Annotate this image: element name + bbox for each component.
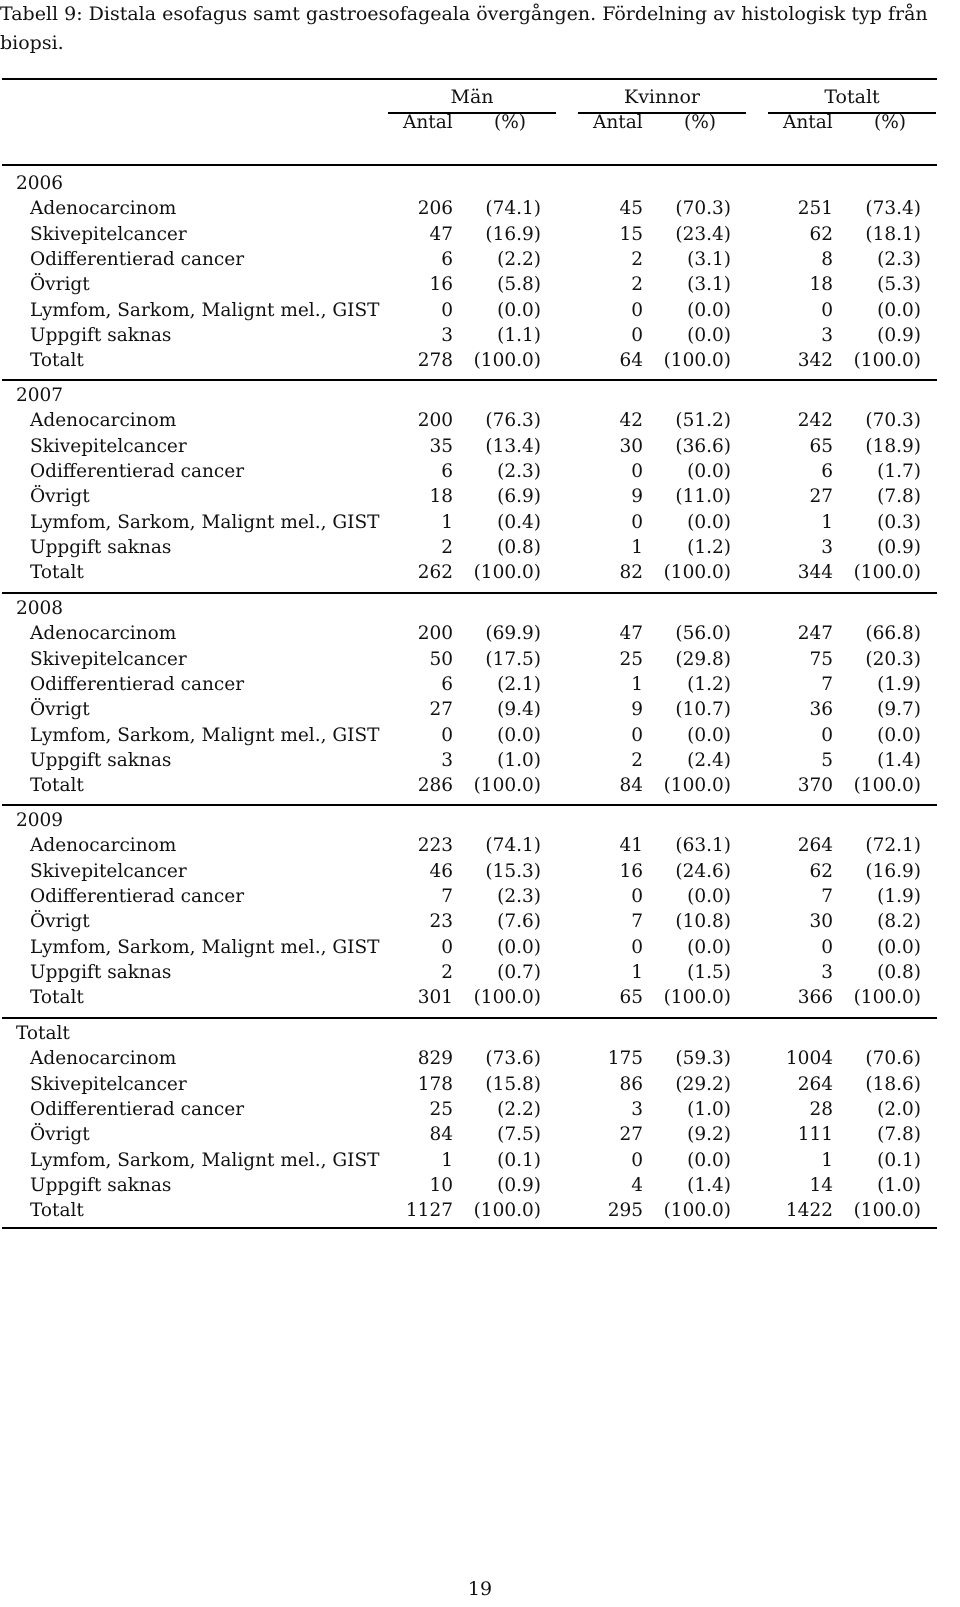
cell-women-pct: (63.1): [675, 835, 731, 857]
cell-women-pct: (1.2): [687, 536, 731, 558]
section-separator: [2, 592, 937, 594]
cell-total-pct: (0.9): [877, 324, 921, 346]
cell-women-count: 0: [631, 299, 643, 321]
cell-women-count: 41: [619, 835, 643, 857]
cell-women-pct: (1.4): [687, 1174, 731, 1196]
cell-total-pct: (66.8): [865, 623, 921, 645]
cell-total-pct: (0.3): [877, 511, 921, 533]
cell-total-count: 7: [821, 885, 833, 907]
cell-women-count: 1: [631, 961, 643, 983]
cell-total-count: 28: [809, 1098, 833, 1120]
cell-men-pct: (5.8): [497, 274, 541, 296]
row-label: Odifferentierad cancer: [30, 460, 245, 482]
cell-women-count: 42: [619, 410, 643, 432]
cell-men-pct: (15.8): [485, 1073, 541, 1095]
table-caption: Tabell 9: Distala esofagus samt gastroesofageala övergången. Fördelning av histologisk typ från biopsi.: [0, 3, 928, 54]
cell-men-count: 46: [429, 860, 453, 882]
cell-men-count: 278: [417, 350, 453, 372]
cell-men-pct: (100.0): [473, 987, 541, 1009]
cell-total-pct: (70.6): [865, 1048, 921, 1070]
cell-total-count: 1422: [785, 1200, 833, 1222]
cell-women-pct: (29.8): [675, 648, 731, 670]
cell-men-count: 6: [441, 248, 453, 270]
cell-women-count: 0: [631, 1149, 643, 1171]
cell-total-count: 344: [797, 562, 833, 584]
cell-total-count: 3: [821, 961, 833, 983]
cell-men-count: 301: [417, 987, 453, 1009]
cell-men-pct: (2.2): [497, 1098, 541, 1120]
cell-men-pct: (9.4): [497, 699, 541, 721]
cell-total-pct: (18.6): [865, 1073, 921, 1095]
row-label: Odifferentierad cancer: [30, 248, 245, 270]
cell-women-pct: (0.0): [687, 885, 731, 907]
row-label: Totalt: [30, 775, 84, 797]
section-title: 2008: [16, 598, 64, 619]
row-label: Adenocarcinom: [30, 623, 177, 645]
cell-total-pct: (100.0): [853, 562, 921, 584]
cell-total-pct: (72.1): [865, 835, 921, 857]
cell-women-pct: (36.6): [675, 435, 731, 457]
section-separator: [2, 379, 937, 381]
cell-total-pct: (0.0): [877, 936, 921, 958]
cell-women-count: 82: [619, 562, 643, 584]
cell-men-count: 223: [417, 835, 453, 857]
cell-total-count: 264: [797, 835, 833, 857]
cell-total-pct: (2.3): [877, 248, 921, 270]
row-label: Totalt: [30, 562, 84, 584]
cell-men-pct: (1.1): [497, 324, 541, 346]
cell-women-pct: (70.3): [675, 198, 731, 220]
cell-total-pct: (9.7): [877, 699, 921, 721]
row-label: Skivepitelcancer: [30, 648, 187, 670]
cell-total-count: 62: [809, 223, 833, 245]
cell-men-count: 0: [441, 724, 453, 746]
cell-women-count: 25: [619, 648, 643, 670]
cell-men-pct: (76.3): [485, 410, 541, 432]
cell-men-count: 1127: [405, 1200, 453, 1222]
cell-total-count: 0: [821, 724, 833, 746]
row-label: Skivepitelcancer: [30, 860, 187, 882]
cell-women-count: 15: [619, 223, 643, 245]
group-header-men: Män: [450, 86, 494, 108]
cell-women-pct: (0.0): [687, 324, 731, 346]
cell-women-pct: (0.0): [687, 724, 731, 746]
cell-women-count: 84: [619, 775, 643, 797]
page-number: 19: [467, 1578, 493, 1600]
cell-men-pct: (0.9): [497, 1174, 541, 1196]
row-label: Lymfom, Sarkom, Malignt mel., GIST: [30, 1149, 380, 1171]
cell-men-pct: (0.7): [497, 961, 541, 983]
cell-total-pct: (7.8): [877, 486, 921, 508]
cell-men-count: 286: [417, 775, 453, 797]
cell-women-pct: (1.5): [687, 961, 731, 983]
row-label: Odifferentierad cancer: [30, 885, 245, 907]
cell-total-count: 3: [821, 536, 833, 558]
cell-women-count: 9: [631, 486, 643, 508]
row-label: Lymfom, Sarkom, Malignt mel., GIST: [30, 511, 380, 533]
cell-women-count: 27: [619, 1124, 643, 1146]
row-label: Totalt: [30, 1200, 84, 1222]
cell-women-count: 30: [619, 435, 643, 457]
cell-women-count: 9: [631, 699, 643, 721]
cell-total-count: 6: [821, 460, 833, 482]
cell-total-count: 264: [797, 1073, 833, 1095]
cell-total-pct: (0.0): [877, 724, 921, 746]
cell-total-pct: (1.9): [877, 885, 921, 907]
cell-men-pct: (100.0): [473, 1200, 541, 1222]
row-label: Uppgift saknas: [30, 536, 172, 558]
cell-women-count: 45: [619, 198, 643, 220]
cell-men-pct: (7.6): [497, 911, 541, 933]
cell-women-count: 2: [631, 749, 643, 771]
cell-men-pct: (100.0): [473, 775, 541, 797]
cell-men-count: 18: [429, 486, 453, 508]
cell-women-pct: (56.0): [675, 623, 731, 645]
cell-women-count: 47: [619, 623, 643, 645]
cell-women-count: 65: [619, 987, 643, 1009]
cell-men-count: 2: [441, 536, 453, 558]
cell-men-pct: (0.0): [497, 724, 541, 746]
cell-men-pct: (16.9): [485, 223, 541, 245]
cell-men-pct: (1.0): [497, 749, 541, 771]
cell-women-count: 2: [631, 274, 643, 296]
cell-women-pct: (0.0): [687, 299, 731, 321]
row-label: Skivepitelcancer: [30, 1073, 187, 1095]
cell-men-count: 23: [429, 911, 453, 933]
cell-women-pct: (29.2): [675, 1073, 731, 1095]
subheader-women-count: Antal: [593, 112, 643, 133]
cell-men-count: 200: [417, 410, 453, 432]
cell-women-count: 0: [631, 511, 643, 533]
cell-women-count: 175: [607, 1048, 643, 1070]
cell-total-pct: (0.9): [877, 536, 921, 558]
row-label: Odifferentierad cancer: [30, 1098, 245, 1120]
cell-men-pct: (2.3): [497, 885, 541, 907]
section-separator: [2, 804, 937, 806]
cell-men-count: 3: [441, 324, 453, 346]
cell-women-pct: (100.0): [663, 562, 731, 584]
cell-women-pct: (1.2): [687, 673, 731, 695]
cell-total-pct: (16.9): [865, 860, 921, 882]
subheader-total-count: Antal: [783, 112, 833, 133]
cell-men-pct: (0.0): [497, 299, 541, 321]
cell-women-count: 0: [631, 724, 643, 746]
cell-total-count: 1: [821, 511, 833, 533]
cell-women-count: 2: [631, 248, 643, 270]
cell-total-count: 5: [821, 749, 833, 771]
cell-women-count: 64: [619, 350, 643, 372]
row-label: Skivepitelcancer: [30, 223, 187, 245]
cell-total-count: 242: [797, 410, 833, 432]
cell-total-pct: (0.8): [877, 961, 921, 983]
cell-women-pct: (0.0): [687, 1149, 731, 1171]
cell-men-pct: (100.0): [473, 350, 541, 372]
cell-total-count: 8: [821, 248, 833, 270]
subheader-men-count: Antal: [403, 112, 453, 133]
cell-men-count: 27: [429, 699, 453, 721]
cell-total-pct: (1.4): [877, 749, 921, 771]
cell-total-count: 251: [797, 198, 833, 220]
section-title: 2006: [16, 173, 64, 194]
cell-men-count: 10: [429, 1174, 453, 1196]
cell-men-pct: (74.1): [485, 198, 541, 220]
cell-total-count: 370: [797, 775, 833, 797]
row-label: Uppgift saknas: [30, 324, 172, 346]
cell-women-pct: (3.1): [687, 274, 731, 296]
cell-total-count: 0: [821, 299, 833, 321]
cell-women-pct: (0.0): [687, 936, 731, 958]
cell-women-count: 3: [631, 1098, 643, 1120]
cell-women-pct: (100.0): [663, 987, 731, 1009]
cell-total-count: 36: [809, 699, 833, 721]
row-label: Uppgift saknas: [30, 749, 172, 771]
cell-total-count: 111: [797, 1124, 833, 1146]
section-title: Totalt: [16, 1023, 70, 1044]
cell-men-count: 3: [441, 749, 453, 771]
cell-men-count: 178: [417, 1073, 453, 1095]
cell-total-pct: (100.0): [853, 350, 921, 372]
cell-men-count: 206: [417, 198, 453, 220]
cell-men-pct: (69.9): [485, 623, 541, 645]
cell-total-pct: (1.0): [877, 1174, 921, 1196]
row-label: Övrigt: [30, 699, 90, 721]
row-label: Lymfom, Sarkom, Malignt mel., GIST: [30, 936, 380, 958]
cell-men-pct: (6.9): [497, 486, 541, 508]
row-label: Uppgift saknas: [30, 1174, 172, 1196]
cell-men-pct: (2.2): [497, 248, 541, 270]
cell-women-count: 16: [619, 860, 643, 882]
cell-total-count: 3: [821, 324, 833, 346]
row-label: Övrigt: [30, 486, 90, 508]
cell-men-pct: (0.1): [497, 1149, 541, 1171]
top-rule: [2, 78, 937, 80]
cell-total-count: 27: [809, 486, 833, 508]
cell-total-pct: (18.1): [865, 223, 921, 245]
group-header-women: Kvinnor: [624, 86, 700, 108]
subheader-total-pct: (%): [874, 112, 907, 133]
cell-total-count: 14: [809, 1174, 833, 1196]
cell-total-count: 30: [809, 911, 833, 933]
cell-men-count: 0: [441, 299, 453, 321]
row-label: Skivepitelcancer: [30, 435, 187, 457]
cell-men-pct: (17.5): [485, 648, 541, 670]
cell-men-count: 16: [429, 274, 453, 296]
cell-men-count: 35: [429, 435, 453, 457]
cell-men-pct: (0.8): [497, 536, 541, 558]
row-label: Lymfom, Sarkom, Malignt mel., GIST: [30, 724, 380, 746]
row-label: Övrigt: [30, 1124, 90, 1146]
cell-total-pct: (7.8): [877, 1124, 921, 1146]
cell-men-pct: (0.4): [497, 511, 541, 533]
cell-women-count: 1: [631, 536, 643, 558]
cell-men-pct: (2.3): [497, 460, 541, 482]
cell-women-count: 86: [619, 1073, 643, 1095]
cell-men-count: 200: [417, 623, 453, 645]
cell-total-count: 1004: [785, 1048, 833, 1070]
row-label: Övrigt: [30, 274, 90, 296]
cell-men-count: 1: [441, 511, 453, 533]
cell-men-pct: (74.1): [485, 835, 541, 857]
cell-women-pct: (10.7): [675, 699, 731, 721]
cell-men-count: 0: [441, 936, 453, 958]
cell-men-count: 7: [441, 885, 453, 907]
cell-women-pct: (24.6): [675, 860, 731, 882]
cell-total-pct: (70.3): [865, 410, 921, 432]
cell-women-count: 7: [631, 911, 643, 933]
section-title: 2007: [16, 385, 64, 406]
cell-men-count: 6: [441, 460, 453, 482]
cell-men-count: 84: [429, 1124, 453, 1146]
cell-men-count: 262: [417, 562, 453, 584]
cell-women-pct: (1.0): [687, 1098, 731, 1120]
cell-total-pct: (20.3): [865, 648, 921, 670]
cell-total-count: 0: [821, 936, 833, 958]
cell-total-pct: (1.9): [877, 673, 921, 695]
row-label: Uppgift saknas: [30, 961, 172, 983]
cell-men-pct: (100.0): [473, 562, 541, 584]
cell-total-pct: (18.9): [865, 435, 921, 457]
cell-men-pct: (7.5): [497, 1124, 541, 1146]
cell-total-pct: (2.0): [877, 1098, 921, 1120]
cell-total-pct: (0.0): [877, 299, 921, 321]
cell-women-pct: (51.2): [675, 410, 731, 432]
cell-women-pct: (2.4): [687, 749, 731, 771]
cell-total-count: 62: [809, 860, 833, 882]
cell-total-pct: (100.0): [853, 1200, 921, 1222]
cell-women-count: 0: [631, 324, 643, 346]
cell-total-count: 247: [797, 623, 833, 645]
cell-men-pct: (15.3): [485, 860, 541, 882]
cell-women-pct: (100.0): [663, 1200, 731, 1222]
section-title: 2009: [16, 810, 64, 831]
cell-women-pct: (10.8): [675, 911, 731, 933]
cell-women-count: 295: [607, 1200, 643, 1222]
cell-women-pct: (0.0): [687, 511, 731, 533]
row-label: Adenocarcinom: [30, 198, 177, 220]
row-label: Totalt: [30, 350, 84, 372]
subheader-women-pct: (%): [684, 112, 717, 133]
cell-total-pct: (73.4): [865, 198, 921, 220]
cell-women-count: 0: [631, 460, 643, 482]
cell-men-count: 829: [417, 1048, 453, 1070]
cell-men-count: 1: [441, 1149, 453, 1171]
bottom-rule: [2, 1227, 937, 1229]
cell-total-count: 342: [797, 350, 833, 372]
group-header-total: Totalt: [824, 86, 880, 108]
cell-women-pct: (9.2): [687, 1124, 731, 1146]
cell-women-count: 4: [631, 1174, 643, 1196]
cell-women-count: 1: [631, 673, 643, 695]
cell-total-count: 366: [797, 987, 833, 1009]
cell-total-pct: (8.2): [877, 911, 921, 933]
cell-total-count: 7: [821, 673, 833, 695]
row-label: Adenocarcinom: [30, 410, 177, 432]
cell-women-count: 0: [631, 885, 643, 907]
cell-men-count: 25: [429, 1098, 453, 1120]
cell-women-pct: (59.3): [675, 1048, 731, 1070]
row-label: Adenocarcinom: [30, 1048, 177, 1070]
cell-total-count: 1: [821, 1149, 833, 1171]
cell-women-pct: (100.0): [663, 350, 731, 372]
section-separator: [2, 1017, 937, 1019]
cell-women-pct: (100.0): [663, 775, 731, 797]
cell-total-count: 65: [809, 435, 833, 457]
cell-total-pct: (100.0): [853, 775, 921, 797]
cell-men-count: 47: [429, 223, 453, 245]
cell-total-pct: (100.0): [853, 987, 921, 1009]
cell-men-pct: (0.0): [497, 936, 541, 958]
row-label: Odifferentierad cancer: [30, 673, 245, 695]
cell-total-pct: (1.7): [877, 460, 921, 482]
header-rule: [2, 164, 937, 166]
row-label: Lymfom, Sarkom, Malignt mel., GIST: [30, 299, 380, 321]
row-label: Totalt: [30, 987, 84, 1009]
cell-women-pct: (11.0): [675, 486, 731, 508]
cell-men-count: 2: [441, 961, 453, 983]
cell-total-count: 18: [809, 274, 833, 296]
cell-men-pct: (73.6): [485, 1048, 541, 1070]
cell-women-pct: (0.0): [687, 460, 731, 482]
cell-total-pct: (5.3): [877, 274, 921, 296]
cell-women-count: 0: [631, 936, 643, 958]
cell-men-pct: (13.4): [485, 435, 541, 457]
subheader-men-pct: (%): [494, 112, 527, 133]
row-label: Övrigt: [30, 911, 90, 933]
cell-total-count: 75: [809, 648, 833, 670]
cell-men-pct: (2.1): [497, 673, 541, 695]
cell-men-count: 50: [429, 648, 453, 670]
row-label: Adenocarcinom: [30, 835, 177, 857]
cell-women-pct: (23.4): [675, 223, 731, 245]
cell-women-pct: (3.1): [687, 248, 731, 270]
cell-total-pct: (0.1): [877, 1149, 921, 1171]
cell-men-count: 6: [441, 673, 453, 695]
